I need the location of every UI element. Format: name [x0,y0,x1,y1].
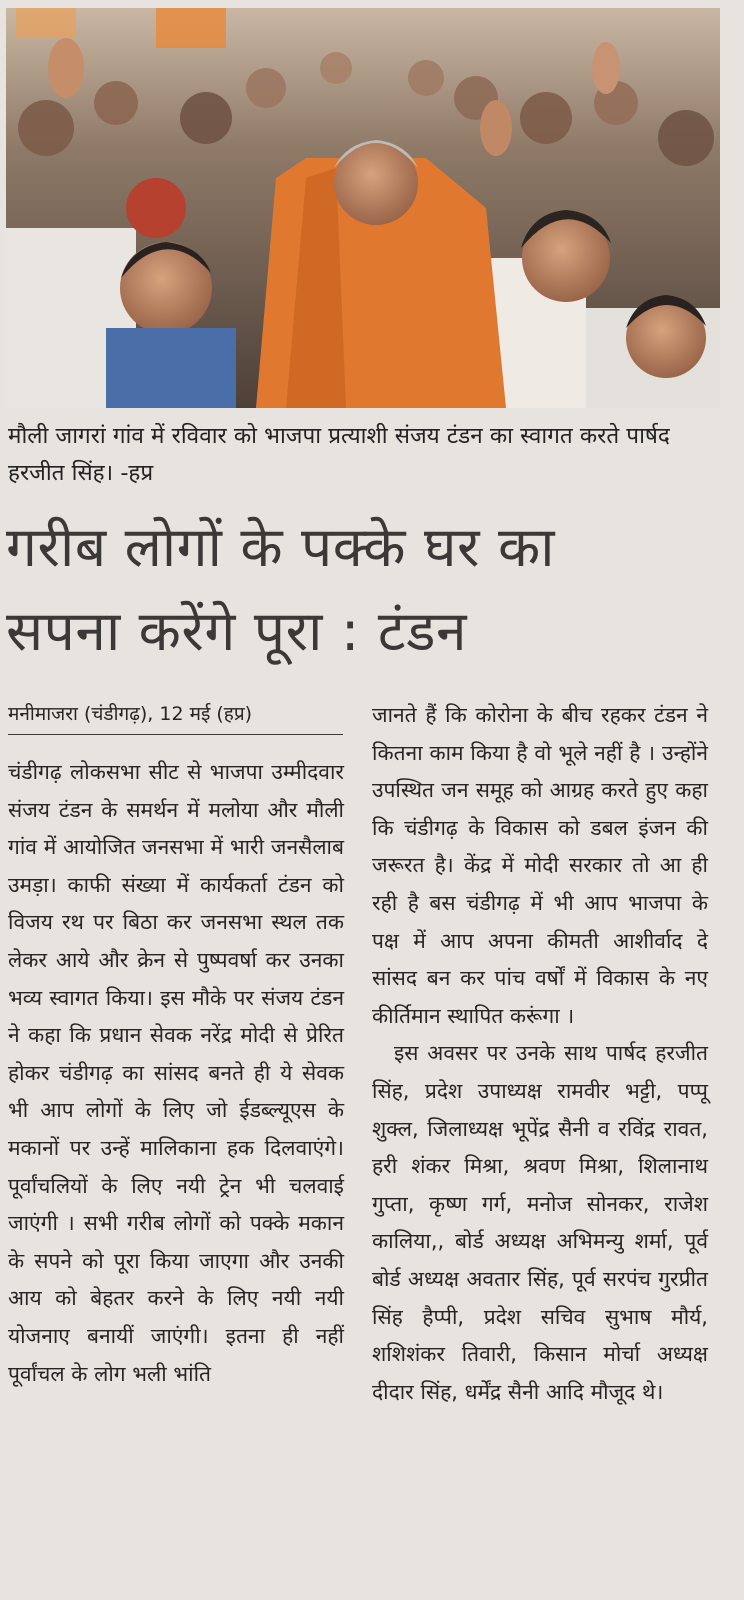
article-paragraph: जानते हैं कि कोरोना के बीच रहकर टंडन ने कितना काम किया है वो भूले नहीं है । उन्होंने उपस्थित जन समूह को आग्रह करते हुए कहा कि चंडीगढ़ के विकास को डबल इंजन की जरूरत है। केंद्र में मोदी सरकार तो आ ही रही है बस चंडीगढ़ में भी आप भाजपा के पक्ष में आप अपना कीमती आशीर्वाद दे सांसद बन कर पांच वर्षों में विकास के नए कीर्तिमान स्थापित करूंगा । [372,703,708,1028]
article-paragraph: इस अवसर पर उनके साथ पार्षद हरजीत सिंह, प्रदेश उपाध्यक्ष रामवीर भट्टी, पप्पू शुक्ल, जिलाध्यक्ष भूपेंद्र सैनी व रविंद्र रावत, हरी शंकर मिश्रा, श्रवण मिश्रा, शिलानाथ गुप्ता, कृष्ण गर्ग, मनोज सोनकर, राजेश कालिया,, बोर्ड अध्यक्ष अभिमन्यु शर्मा, पूर्व बोर्ड अध्यक्ष अवतार सिंह, पूर्व सरपंच गुरप्रीत सिंह हैप्पी, प्रदेश सचिव सुभाष मौर्य, शशिशंकर तिवारी, किसान मोर्चा अध्यक्ष दीदार सिंह, धर्मेंद्र सैनी आदि मौजूद थे। [372,1041,708,1404]
news-photo [6,8,720,408]
dateline: मनीमाजरा (चंडीगढ़), 12 मई (हप्र) [8,700,343,735]
article-paragraph: चंडीगढ़ लोकसभा सीट से भाजपा उम्मीदवार संजय टंडन के समर्थन में मलोया और मौली गांव में आयोजित जनसभा में भारी जनसैलाब उमड़ा। काफी संख्या में कार्यकर्ता टंडन को विजय रथ पर बिठा कर जनसभा स्थल तक लेकर आये और क्रेन से पुष्पवर्षा कर उनका भव्य स्वागत किया। इस मौके पर संजय टंडन ने कहा कि प्रधान सेवक नरेंद्र मोदी से प्रेरित होकर चंडीगढ़ का सांसद बनते ही ये सेवक भी आप लोगों के लिए जो ईडब्ल्यूएस के मकानों पर उन्हें मालिकाना हक दिलवाएंगे। पूर्वांचलियों के लिए नयी ट्रेन भी चलवाई जाएंगी । सभी गरीब लोगों को पक्के मकान के सपने को पूरा किया जाएगा और उनकी आय को बेहतर करने के लिए नयी नयी योजनाए बनायीं जाएंगी। इतना ही नहीं पूर्वांचल के लोग भली भांति [8,760,344,1386]
crowd-photo-icon [6,8,720,408]
headline-line-1: गरीब लोगों के पक्के घर का [6,515,555,579]
headline [6,505,736,673]
photo-caption: मौली जागरां गांव में रविवार को भाजपा प्रत्याशी संजय टंडन का स्वागत करते पार्षद हरजीत सिंह। -हप्र [8,423,670,486]
article-column-right [372,697,708,1411]
article-column-left [8,754,344,1393]
headline-line-2: सपना करेंगे पूरा : टंडन [6,599,468,663]
